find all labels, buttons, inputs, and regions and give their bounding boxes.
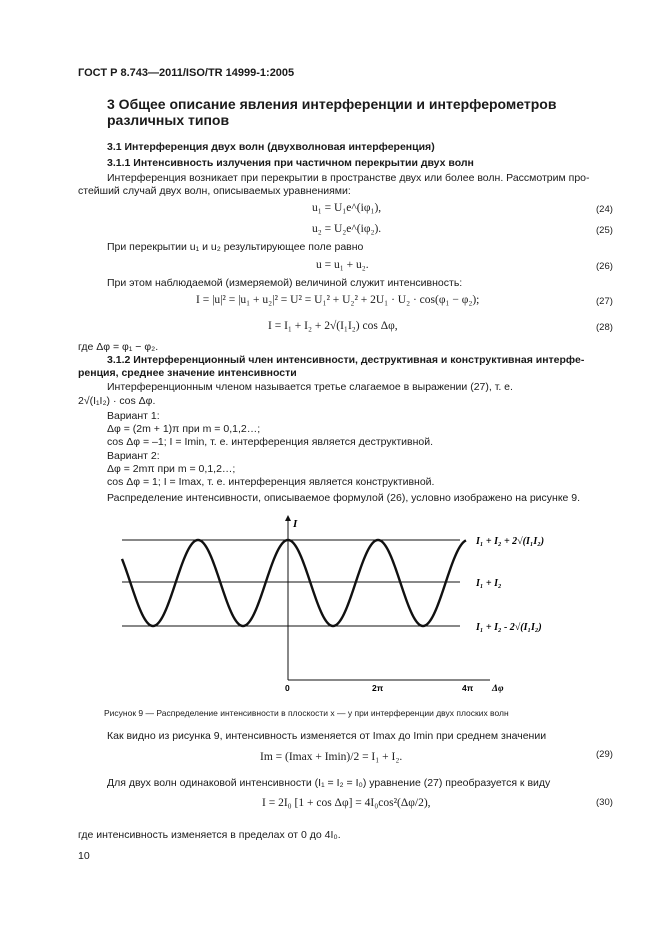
y-axis-label: I	[293, 518, 298, 530]
section-3-1-1-title: 3.1.1 Интенсивность излучения при частичном перекрытии двух волн	[107, 157, 474, 169]
section-3-1-2-title-cont: ренция, среднее значение интенсивности	[78, 367, 297, 379]
line-label-min: I₁ + I₂ - 2√(I₁I₂)	[476, 622, 542, 633]
paragraph-6: Распределение интенсивности, описываемое формулой (26), условно изображено на рисунке 9.	[107, 492, 581, 504]
equation-25: u₂ = U₂e^(iφ₂).	[312, 223, 382, 235]
equation-30-number: (30)	[596, 797, 613, 808]
equation-27: I = |u|² = |u₁ + u₂|² = U² = U₁² + U₂² + 2U₁ · U₂ · cos(φ₁ − φ₂);	[196, 294, 480, 306]
equation-28-number: (28)	[596, 322, 613, 333]
equation-27-number: (27)	[596, 296, 613, 307]
paragraph-9: где интенсивность изменяется в пределах от 0 до 4I₀.	[78, 829, 341, 841]
variant-2-line-2: cos Δφ = 1; I = Imax, т. е. интерференция является конструктивной.	[107, 476, 435, 488]
tick-label-0: 0	[285, 683, 290, 693]
equation-26-number: (26)	[596, 261, 613, 272]
paragraph-3: При этом наблюдаемой (измеряемой) величиной служит интенсивность:	[107, 277, 463, 289]
section-3-1-2-title: 3.1.2 Интерференционный член интенсивности, деструктивная и конструктивная интерфе-	[107, 354, 585, 366]
paragraph-5-line-2: 2√(I₁I₂) · cos Δφ.	[78, 395, 156, 407]
paragraph-1-line-2: стейший случай двух волн, описываемых уравнениями:	[78, 185, 351, 197]
tick-label-2pi: 2π	[372, 683, 384, 693]
paragraph-8: Для двух волн одинаковой интенсивности (I₁ = I₂ = I₀) уравнение (27) преобразуется к виду	[107, 777, 551, 789]
equation-30: I = 2I₀ [1 + cos Δφ] = 4I₀cos²(Δφ/2),	[262, 797, 431, 809]
variant-1-title: Вариант 1:	[107, 410, 160, 422]
paragraph-4: где Δφ = φ₁ − φ₂.	[78, 341, 159, 353]
paragraph-7: Как видно из рисунка 9, интенсивность изменяется от Imax до Imin при среднем значении	[107, 730, 547, 742]
tick-label-4pi: 4π	[462, 683, 474, 693]
variant-1-line-2: cos Δφ = –1; I = Imin, т. е. интерференция является деструктивной.	[107, 436, 433, 448]
section-3-1-title: 3.1 Интерференция двух волн (двухволновая интерференция)	[107, 141, 435, 153]
paragraph-1-line-1: Интерференция возникает при перекрытии в пространстве двух или более волн. Рассмотрим про-	[107, 172, 590, 184]
section-3-title-cont: различных типов	[107, 112, 230, 128]
document-header: ГОСТ Р 8.743—2011/ISO/TR 14999-1:2005	[78, 67, 295, 79]
equation-24: u₁ = U₁e^(iφ₁),	[312, 202, 382, 214]
page-number: 10	[78, 850, 90, 862]
variant-2-title: Вариант 2:	[107, 450, 160, 462]
equation-24-number: (24)	[596, 204, 613, 215]
paragraph-2: При перекрытии u₁ и u₂ результирующее поле равно	[107, 241, 364, 253]
equation-28: I = I₁ + I₂ + 2√(I₁I₂) cos Δφ,	[268, 320, 398, 332]
equation-29-number: (29)	[596, 749, 613, 760]
variant-2-line-1: Δφ = 2mπ при m = 0,1,2…;	[107, 463, 236, 475]
equation-25-number: (25)	[596, 225, 613, 236]
figure-9-caption: Рисунок 9 — Распределение интенсивности в плоскости x — y при интерференции двух плоских волн	[104, 708, 509, 718]
paragraph-5-line-1: Интерференционным членом называется третье слагаемое в выражении (27), т. е.	[107, 381, 513, 393]
line-label-max: I₁ + I₂ + 2√(I₁I₂)	[476, 536, 545, 547]
variant-1-line-1: Δφ = (2m + 1)π при m = 0,1,2…;	[107, 423, 261, 435]
equation-26: u = u₁ + u₂.	[316, 259, 369, 271]
line-label-mean: I₁ + I₂	[476, 578, 502, 589]
intensity-curve	[122, 540, 466, 626]
section-3-title: 3 Общее описание явления интерференции и интерферометров	[107, 96, 557, 112]
equation-29: Im = (Imax + Imin)/2 = I₁ + I₂.	[260, 751, 403, 763]
x-axis-label: Δφ	[492, 684, 504, 694]
figure-9-chart	[100, 508, 580, 704]
